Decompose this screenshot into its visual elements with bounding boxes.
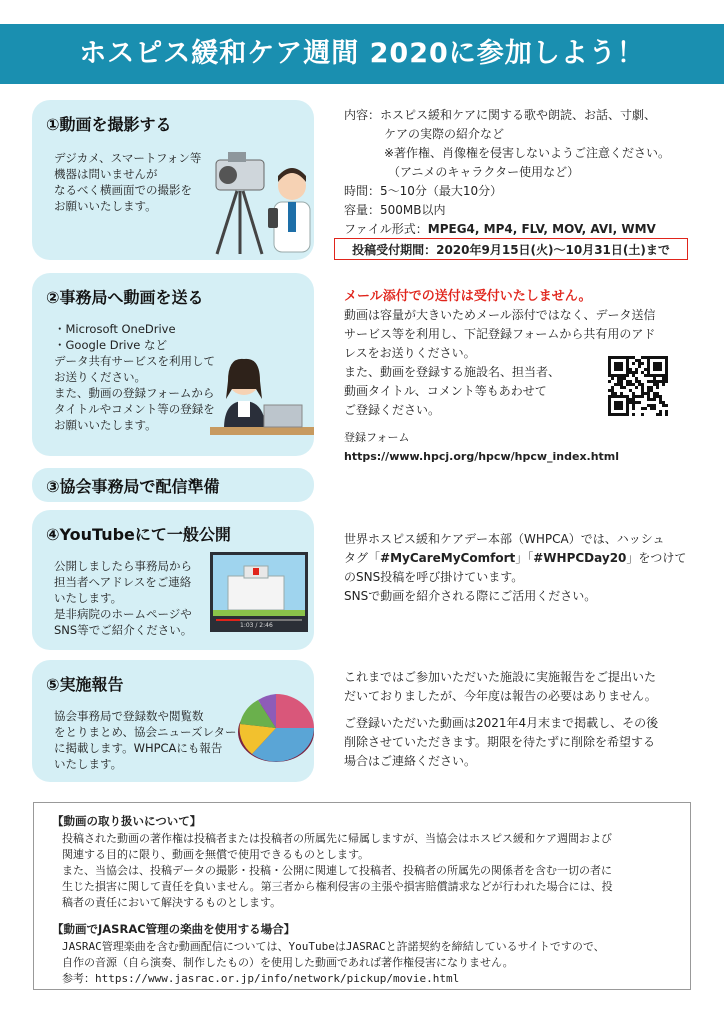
step-card-prepare: [32, 468, 314, 502]
qr-code-icon: [608, 356, 668, 416]
step-title: ④YouTubeにて一般公開: [46, 525, 231, 544]
pie-chart-illustration: [232, 684, 316, 768]
send-block: メール添付での送付は受付いたしません。 動画は容量が大きいためメール添付ではなく、データ送信 サービス等を利用し、下記登録フォームから共有用のアド レスをお送りください。 また、動画を登録する施設名、担当者、 動画タイトル、コメント等もあわせて ご登録ください。 登録フォーム https://www.hpcj.org/hpcw/hpcw_index.html: [344, 287, 688, 466]
title-banner: [0, 24, 724, 84]
step-title: ③協会事務局で配信準備: [46, 477, 220, 496]
video-player-illustration: [210, 552, 308, 632]
notes-box: [33, 802, 691, 990]
report-block: これまではご参加いただいた施設に実施報告をご提出いた だいておりましたが、今年度は報告の必要はありません。 ご登録いただいた動画は2021年4月末まで掲載し、その後 削除させていただきます。期限を待たずに削除を希望する 場合はご連絡ください。: [344, 670, 659, 768]
step-card-shoot: [32, 100, 314, 260]
submission-period: 投稿受付期間：2020年9月15日(火)～10月31日(土)まで: [334, 238, 688, 260]
step-title: ①動画を撮影する: [46, 115, 172, 134]
step-text: ・Microsoft OneDrive ・Google Drive など データ共有サービスを利用して お送りください。 また、動画の登録フォームから タイトルやコメント等の登録を お願いいたします。: [54, 322, 215, 432]
details-block: 内容：ホスピス緩和ケアに関する歌や朗読、お話、寸劇、 ケアの実際の紹介など ※著作権、肖像権を侵害しないようご注意ください。 （アニメのキャラクター使用など） 時間：5～10分（最大10分） 容量：500MB以内 ファイル形式：MPEG4, MP4, FLV, MOV, AVI, WMV: [344, 108, 671, 236]
laptop-person-illustration: [210, 349, 320, 449]
step-text: デジカメ、スマートフォン等 機器は問いませんが なるべく横画面での撮影を お願いいたします。: [54, 151, 202, 213]
email-warning: メール添付での送付は受付いたしません。: [344, 289, 592, 304]
notes-heading: 【動画の取り扱いについて】: [52, 814, 202, 828]
step-title: ⑤実施報告: [46, 675, 124, 694]
step-card-send: [32, 273, 314, 456]
notes-text: 投稿された動画の著作権は投稿者または投稿者の所属先に帰属しますが、当協会はホスピス緩和ケア週間および 関連する目的に限り、動画を無償で使用できるものとします。 また、当協会は、投稿データの撮影・投稿・公開に関連して投稿者、投稿者の所属先の関係者を含む一切の者に 生じた損害に関して責任を負いません。第三者から権利侵害の主張や損害賠償請求などが行われた場合には、投 稿者の責任において解決するものとします。: [62, 832, 613, 909]
form-label: 登録フォーム: [344, 431, 410, 444]
page-title: ホスピス緩和ケア週間 2020に参加しよう！: [79, 38, 645, 69]
whpca-block: 世界ホスピス緩和ケアデー本部（WHPCA）では、ハッシュ タグ「#MyCareMyComfort」「#WHPCDay20」をつけて のSNS投稿を呼び掛けています。 SNSで動画を紹介される際にご活用ください。: [344, 532, 687, 603]
form-url-link[interactable]: https://www.hpcj.org/hpcw/hpcw_index.html: [344, 450, 620, 463]
step-card-publish: [32, 510, 314, 650]
notes-text: JASRAC管理楽曲を含む動画配信については、YouTubeはJASRACと許諾契約を締結しているサイトですので、 自作の音源（自ら演奏、制作したもの）を使用した動画であれば著作権侵害になりません。 参考：https://www.jasrac.or.jp/info/network/pickup/movie.html: [62, 940, 605, 985]
video-time: 1:03 / 2:46: [240, 622, 273, 629]
step-text: 公開しましたら事務局から 担当者へアドレスをご連絡 いたします。 是非病院のホームページや SNS等でご紹介ください。: [54, 559, 193, 637]
step-text: 協会事務局で登録数や閲覧数 をとりまとめ、協会ニューズレター に掲載します。WHPCAにも報告 いたします。: [54, 709, 237, 771]
camera-person-illustration: [192, 146, 312, 256]
notes-heading: 【動画でJASRAC管理の楽曲を使用する場合】: [52, 922, 296, 936]
step-title: ②事務局へ動画を送る: [46, 288, 204, 307]
step-card-report: [32, 660, 314, 782]
